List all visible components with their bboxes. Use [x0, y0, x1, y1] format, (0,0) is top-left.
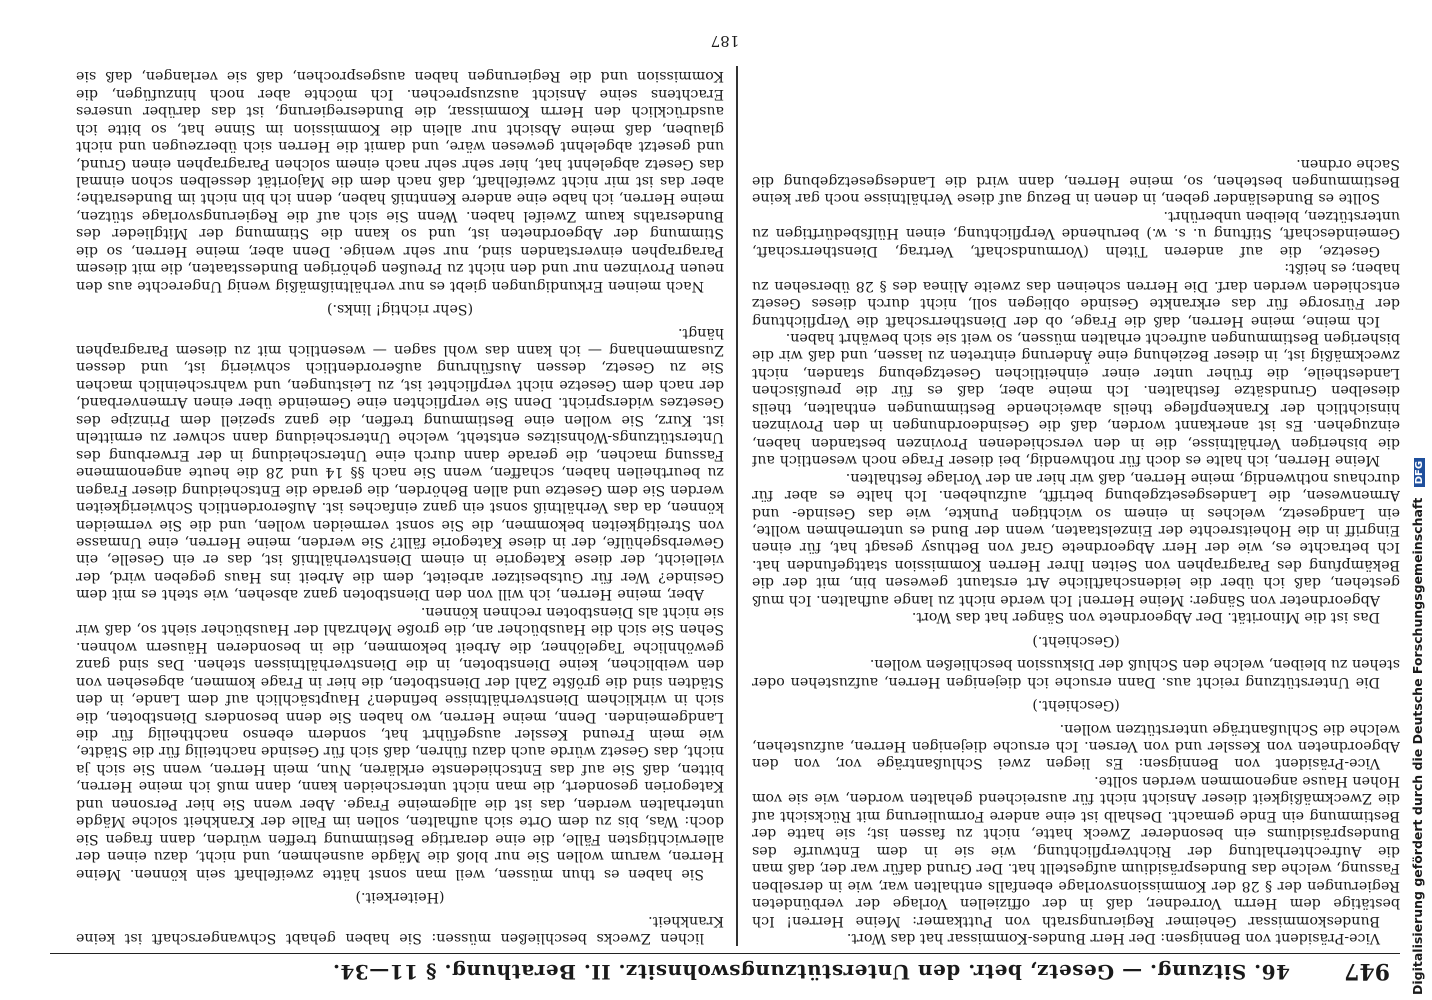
left-paragraph: Sollte es Bundesländer geben, in denen in Bezug auf diese Verhältnisse noch gar keine Bestimmungen bestehen, so, meine Herren, dann wird die Landesgesetzgebung die Sache ordnen. — [752, 155, 1400, 207]
left-paragraph: Meine Herren, ich halte es doch für nothwendig, bei dieser Frage noch wesentlich auf die bisherigen Verhältnisse, die in den verschiedenen Provinzen bestanden haben, einzugehen. Es ist anerkannt worden, daß die Gesindeordnungen in den Provinzen hinsichtlich der Krankenpflege theils abweichende Bestimmungen enthalten, theils dieselben Grundsätze festhalten. Ich meine aber, daß es für die preußischen Landestheile, die früher unter einer einheitlichen Gesetzgebung standen, nicht zweckmäßig ist, in dieser Beziehung eine Änderung eintreten zu lassen, und daß wir die bisherigen Bestimmungen aufrecht erhalten müssen, so weit sie sich bewährt haben. — [752, 330, 1400, 469]
page-header — [50, 953, 1400, 990]
rotated-page-content — [50, 20, 1400, 990]
left-paragraph: Vice-Präsident von Bennigsen: Es liegen zwei Schlußanträge vor, von den Abgeordneten von Kessler und von Versen. Ich ersuche diejenigen Herren, aufzustehen, welche die Schlußanträge unterstützen wollen. — [752, 720, 1400, 772]
left-paragraph: Die Unterstützung reicht aus. Dann ersuche ich diejenigen Herren, aufzustehen oder stehen zu bleiben, welche den Schluß der Diskussion beschließen wollen. — [752, 656, 1400, 690]
left-paragraph: Das ist die Minorität. Der Abgeordnete von Sänger hat das Wort. — [911, 609, 1380, 626]
right-paragraph: Sie haben es thun müssen, weil man sonst hätte zweifelhaft sein können. Meine Herren, warum wollen Sie nur bloß die Mägde ausnehmen, und nicht, dazu einen der allerwichtigsten Fälle, die eine derartige Bestimmung treffen würden, dann fragen Sie doch: Was, bis zu dem Orte sich aufhalten, sollen im Falle der Krankheit solche Mägde unterhalten werden, das ist die allgemeine Frage. Aber wenn Sie hier Personen und Kategorien gesondert, die man nicht unterscheiden kann, dann muß ich meine Herren, bitten, daß Sie auf das Entschiedenste erklären, Nun, mein Herren, wenn Sie sich ja nicht, das Gesetz würde auch dazu führen, daß sich für Gesinde nachteilig für die Städte, wie mein Freund Kessler ausgeführt hat, sondern ebenso nachtheilig für die Landgemeinden. Denn, meine Herren, wo haben Sie denn besonders Dienstboten, die sich in wirklichem Dienstverhältnisse befinden? Hauptsächlich auf dem Lande, in den Städten sind die größte Zahl der Dienstboten, die hier in Frage kommen, abgesehen von den weiblichen, keine Dienstboten, in die Dienstverhältnissen stehen. Das sind ganz gewöhnliche Tagelöhner, die Arbeit bekommen, die in besonderen Häusern wohnen. Sehen Sie sich die Hausbücher an, die große Mehrzahl der Hausbücher sieht so, daß wir sie nicht als Dienstboten rechnen können. — [76, 603, 724, 882]
left-paragraph: Gesetze, die auf anderen Titeln (Vormundschaft, Vertrag, Dienstherrschaft, Gemeindeschaft, Stiftung u. s. w.) beruhende Verpflichtung, einen Hülfsbedürftigen zu unterstützen, bleiben unberührt. — [752, 207, 1400, 259]
column-divider — [737, 66, 739, 946]
dfg-logo-icon: DFG — [1414, 458, 1425, 487]
digitization-credit — [1410, 458, 1425, 995]
left-paragraph: Abgeordneter von Sänger: Meine Herren! Ich werde nicht zu lange aufhalten. Ich muß gestehen, daß ich über die leidenschaftliche Art erstaunt gewesen bin, mit der die Bekämpfung des Paragraphen von Seiten Ihrer Herren Kommission stattgefunden hat. Ich betrachte es, wie der Herr Abgeordnete Graf von Bethusy gesagt hat, für einen Eingriff in die Hoheitsrechte der Einzelstaaten, wenn der Bund es unternehmen wollte, ein Landgesetz, welches in einem so wichtigen Punkte, wie das Gesinde- und Armenwesen, die Landesgesetzgebung betrifft, aufzuheben. Ich halte es aber für durchaus nothwendig, meine Herren, daß wir hier an der Vorlage festhalten. — [752, 469, 1400, 608]
left-paragraph: (Geschieht.) — [1032, 697, 1120, 714]
right-paragraph: (Heiterkeit.) — [355, 889, 445, 906]
left-paragraph: Bundeskommissar Geheimer Regierungsrath von Puttkamer: Meine Herren! Ich bestätige dem Herrn Vorredner, daß in der offiziellen Vorlage der verbündeten Regierungen der § 28 der Kommissionsvorlage ebenfalls enthalten war, wie in derselben Fassung, welche das Bundespräsidium aufgestellt hat. Der Grund dafür war der, daß man die Aufrechterhaltung der Richtverpflichtung, wie sie in dem Entwurfe des Bundespräsidiums ein besonderer Zweck hatte, nicht zu fassen ist; sie hatte der Bestimmung ein Ende gemacht. Deshalb ist eine andere Formulierung mit Rücksicht auf die Zweckmäßigkeit dieser Ansicht nicht für ausreichend gehalten worden, wie sie vom Hohen Hause angenommen werden sollte. — [752, 772, 1400, 929]
left-text-column — [752, 66, 1400, 946]
left-paragraph: Ich meine, meine Herren, daß die Frage, ob der Dienstherrschaft die Verpflichtung der Fürsorge für das erkrankte Gesinde obliegen soll, nicht durch dieses Gesetz entschieden werden darf. Die Herren scheinen das zweite Alinea des § 28 übersehen zu haben; es heißt: — [752, 260, 1400, 329]
right-paragraph: Nach meinen Erkundigungen giebt es nur verhältnißmäßig wenig Ungerechte aus den neuen Provinzen nur und den nicht zu Preußen gehörigen Bundesstaaten, die mit diesem Paragraphen einverstanden sind, nur sehr wenige. Denn aber, meine Herren, so die Stimmung der Abgeordneten ist, und so kann die Stimmung der Mitglieder des Bundesraths kaum Zweifel haben. Wenn Sie sich auf die Regierungsvorlage stützen, meine Herren, ich habe eine andere Kenntniß haben, denn ich bin nicht im Bundesrathe; aber das ist mir nicht zweifelhaft, daß nach dem die Majorität desselben schon einmal das Gesetz abgelehnt hat, hier sehr sehr nach einem solchen Paragraphen einen Grund, und gesetzt abgelehnt gewesen wäre, und damit die Herren sich überzeugen und nicht glauben, daß meine Absicht nur allein die Kommission im Sinne hat, so bitte ich ausdrücklich den Herrn Kommissar, die Bundesregierung, ist das darüber unseres Erachtens seine Ansicht auszusprechen. Ich möchte aber noch hinzufügen, die Kommission und die Regierungen haben ausgesprochen, daß sie verlangen, daß sie — [76, 68, 724, 294]
right-paragraph: Aber, meine Herren, ich will von den Dienstboten ganz absehen, wie steht es mit dem Gesinde? Wer für Gutsbesitzer arbeitet, dem die Arbeit ins Haus gegeben wird, der vielleicht, der diese Kategorie in einem Dienstverhältniß ist, das er ein Geselle, ein Gewerbsgehülfe, der in diese Kategorie fällt? Sie werden, meine Herren, eine Unmasse von Streitigkeiten bekommen, die Sie sonst vermeiden wollen, und die Sie vermeiden können, da das Verhältniß sonst ein ganz einfaches ist. Außerordentlich Schwierigkeiten werden Sie dem Gesetze und allen Behörden, die gerade die Entscheidung dieser Fragen zu beurtheilen haben, schaffen, wenn Sie nach §§ 14 und 28 die heute angenommene Fassung machen, die gerade dann durch eine Unterscheidung in der Erwerbung des Unterstützungs-Wohnsitzes entsteht, welche Unterscheidung dann schwer zu ermitteln ist. Kurz, Sie wollen eine Bestimmung treffen, die ganz speziell dem Prinzipe des Gesetzes widerspricht. Denn Sie verpflichten eine Gemeinde über einen Armenverband, der nach dem Gesetze nicht verpflichtet ist, zu Leistungen, und wahrscheinlich machen Sie zu Gesetz, dessen Ausführung außerordentlich schwierig ist, und dessen Zusammenhang — ich kann das wohl sagen — wesentlich mit zu diesem Paragraphen hängt. — [76, 324, 724, 603]
left-paragraph: Vice-Präsident von Bennigsen: Der Herr Bundes-Kommissar hat das Wort. — [846, 930, 1380, 946]
left-paragraph: (Geschieht.) — [1032, 632, 1120, 649]
page-number: 947 — [1344, 958, 1390, 984]
credit-text: Digitalisierung gefördert durch die Deutsche Forschungsgemeinschaft — [1410, 497, 1425, 995]
right-paragraph: (Sehr richtig! links.) — [326, 301, 474, 318]
right-paragraph: lichen Zwecks beschließen müssen: Sie haben gehabt Schwangerschaft ist keine Krankheit. — [76, 912, 724, 946]
running-title: 46. Sitzung. — Gesetz, betr. den Unterstützungswohnsitz. II. Berathung. § 11—34. — [332, 960, 1290, 984]
footer-page-mark: 187 — [710, 32, 740, 50]
right-text-column — [76, 66, 724, 946]
